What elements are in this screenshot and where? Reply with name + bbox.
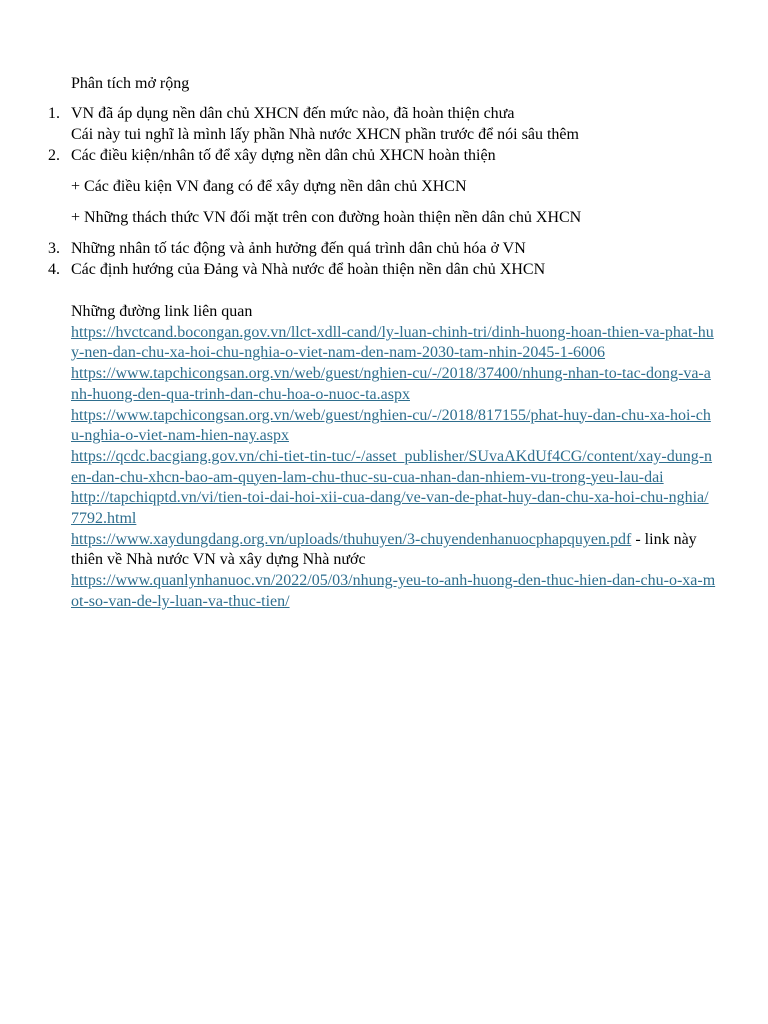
related-links [71, 302, 716, 613]
list-item-text: Các định hướng của Đảng và Nhà nước để hoàn thiện nền dân chủ XHCN [71, 261, 546, 278]
list-item-text: Những nhân tố tác động và ảnh hưởng đến quá trình dân chủ hóa ở VN [71, 240, 526, 257]
link-note: - link này thiên về Nhà nước VN và xây dựng Nhà nước [71, 530, 697, 569]
link-line-7 [71, 571, 716, 612]
links-heading: Những đường link liên quan [71, 303, 253, 320]
reference-link[interactable]: https://hvctcand.bocongan.gov.vn/llct-xdll-cand/ly-luan-chinh-tri/dinh-huong-hoan-thien-va-phat-huy-nen-dan-chu-xa-hoi-chu-nghia-o-viet-nam-den-nam-2030-tam-nhin-2045-1-6006 [71, 323, 714, 362]
list-item-2 [48, 146, 741, 167]
section-heading: Phân tích mở rộng [71, 75, 190, 92]
list-item-note: Cái này tui nghĩ là mình lấy phần Nhà nước XHCN phần trước để nói sâu thêm [71, 125, 579, 143]
list-item-4 [48, 260, 741, 281]
link-line-5 [71, 488, 716, 529]
link-line-6 [71, 530, 716, 571]
link-line-1 [71, 323, 716, 364]
reference-link[interactable]: https://www.tapchicongsan.org.vn/web/guest/nghien-cu/-/2018/37400/nhung-nhan-to-tac-dong-va-anh-huong-den-qua-trinh-dan-chu-hoa-o-nuoc-ta.aspx [71, 365, 711, 403]
reference-link[interactable]: https://www.tapchicongsan.org.vn/web/guest/nghien-cu/-/2018/817155/phat-huy-dan-chu-xa-hoi-chu-nghia-o-viet-nam-hien-nay.aspx [71, 406, 711, 445]
list-number: 2. [48, 147, 60, 164]
reference-link[interactable]: http://tapchiqptd.vn/vi/tien-toi-dai-hoi-xii-cua-dang/ve-van-de-phat-huy-dan-chu-xa-hoi-chu-nghia/7792.html [71, 489, 709, 528]
reference-link[interactable]: https://www.xaydungdang.org.vn/uploads/thuhuyen/3-chuyendenhanuocphapquyen.pdf [71, 530, 632, 548]
list-number: 1. [48, 105, 60, 122]
link-line-2 [71, 364, 716, 405]
list-item-text: Các điều kiện/nhân tố để xây dựng nền dân chủ XHCN hoàn thiện [71, 147, 496, 164]
list-number: 3. [48, 240, 60, 257]
link-line-3 [71, 406, 716, 447]
list-item-3 [48, 239, 741, 260]
list-item-text: VN đã áp dụng nền dân chủ XHCN đến mức nào, đã hoàn thiện chưa [71, 105, 515, 122]
link-line-4 [71, 447, 716, 488]
subpoint-1: + Các điều kiện VN đang có để xây dựng nền dân chủ XHCN [71, 178, 467, 195]
reference-link[interactable]: https://www.quanlynhanuoc.vn/2022/05/03/nhung-yeu-to-anh-huong-den-thuc-hien-dan-chu-o-xa-mot-so-van-de-ly-luan-va-thuc-tien/ [71, 572, 716, 610]
list-item-1 [48, 104, 741, 145]
subpoint-2: + Những thách thức VN đối mặt trên con đường hoàn thiện nền dân chủ XHCN [71, 209, 582, 226]
reference-link[interactable]: https://qcdc.bacgiang.gov.vn/chi-tiet-tin-tuc/-/asset_publisher/SUvaAKdUf4CG/content/xay-dung-nen-dan-chu-xhcn-bao-am-quyen-lam-chu-thuc-su-cua-nhan-dan-nhiem-vu-trong-yeu-lau-dai [71, 447, 713, 486]
list-number: 4. [48, 261, 60, 278]
